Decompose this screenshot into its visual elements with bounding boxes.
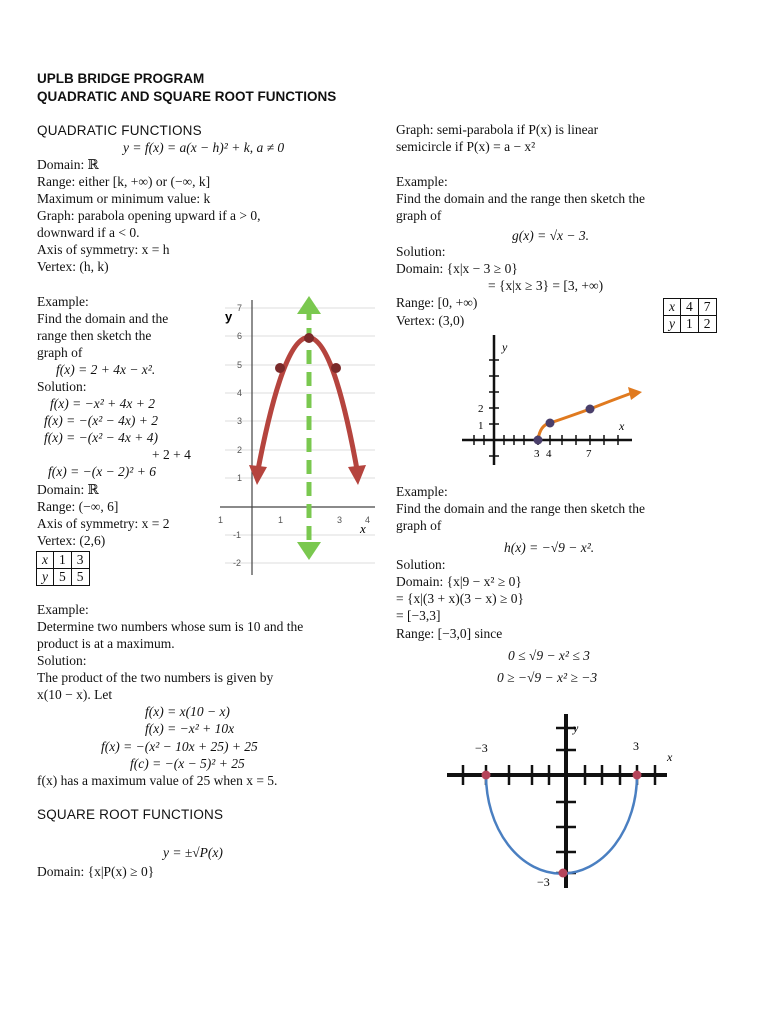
arrow-right-icon	[628, 387, 642, 400]
ex2-eq-3: f(x) = −(x² − 10x + 25) + 25	[101, 739, 258, 754]
ex4-solution-label: Solution:	[396, 557, 446, 572]
table-cell: 5	[54, 569, 72, 586]
sqrt-formula: y = ±√P(x)	[163, 845, 223, 860]
x-tick-label-neg3: −3	[475, 741, 488, 755]
quadratic-maxmin: Maximum or minimum value: k	[37, 191, 211, 206]
header-line-1: UPLB BRIDGE PROGRAM	[37, 71, 205, 86]
point-neg3-0	[482, 771, 491, 780]
x-axis-label: x	[619, 419, 625, 433]
ex1-range: Range: (−∞, 6]	[37, 499, 119, 514]
ex3-domain-2: = {x|x ≥ 3} = [3, +∞)	[488, 278, 604, 293]
ex1-function: f(x) = 2 + 4x − x².	[56, 362, 156, 377]
ex1-step-5: f(x) = −(x − 2)² + 6	[48, 464, 156, 479]
quadratic-graph-line2: downward if a < 0.	[37, 225, 140, 240]
ex4-question-2: graph of	[396, 518, 442, 533]
ex1-step-1: f(x) = −x² + 4x + 2	[50, 396, 155, 411]
ex1-axis: Axis of symmetry: x = 2	[37, 516, 170, 531]
y-tick-label: 7	[237, 303, 243, 313]
quadratic-axis: Axis of symmetry: x = h	[37, 242, 170, 257]
ex2-eq-2: f(x) = −x² + 10x	[145, 721, 235, 736]
x-axis-label: x	[667, 750, 673, 764]
sqrt-graph-line1: Graph: semi-parabola if P(x) is linear	[396, 122, 599, 137]
table-cell: 1	[54, 552, 72, 569]
ex3-value-table	[663, 298, 717, 333]
y-tick-label: 1	[478, 420, 484, 432]
y-tick-label: 1	[237, 473, 243, 483]
ex3-solution-label: Solution:	[396, 244, 446, 259]
ex2-conclusion: f(x) has a maximum value of 25 when x = 5.	[37, 773, 278, 788]
ex2-question-1: Determine two numbers whose sum is 10 and the	[37, 619, 304, 634]
x-tick-label-3: 3	[633, 739, 639, 753]
semicircle-curve	[486, 775, 637, 874]
x-tick-label: 3	[337, 515, 343, 525]
x-tick-label: 1	[278, 515, 284, 525]
table-cell: 1	[681, 316, 699, 333]
ex4-domain-1: Domain: {x|9 − x² ≥ 0}	[396, 574, 522, 589]
table-cell: 4	[681, 299, 699, 316]
y-tick-label: -1	[233, 530, 242, 540]
ex4-question-1: Find the domain and the range then sketch the	[396, 501, 645, 516]
ex3-vertex: Vertex: (3,0)	[396, 313, 465, 328]
ex3-domain-1: Domain: {x|x − 3 ≥ 0}	[396, 261, 518, 276]
table-head-y: y	[664, 316, 681, 333]
y-axis-label: y	[502, 340, 508, 354]
point-3-0	[534, 436, 543, 445]
table-cell: 7	[698, 299, 716, 316]
ex1-domain: Domain: ℝ	[37, 482, 99, 497]
point-0-neg3	[559, 869, 568, 878]
ex3-function: g(x) = √x − 3.	[512, 228, 589, 243]
ex4-inequality-1: 0 ≤ √9 − x² ≤ 3	[508, 648, 590, 663]
point-3-5	[331, 363, 341, 373]
point-1-5	[275, 363, 285, 373]
semicircle-graph	[445, 710, 685, 890]
y-tick-label: 4	[237, 388, 243, 398]
vertex-point	[304, 333, 314, 343]
quadratic-vertex: Vertex: (h, k)	[37, 259, 109, 274]
y-tick-label: 6	[237, 331, 243, 341]
ex1-step-3: f(x) = −(x² − 4x + 4)	[44, 430, 158, 445]
ex2-eq-1: f(x) = x(10 − x)	[145, 704, 230, 719]
point-4-1	[546, 419, 555, 428]
ex1-step-2: f(x) = −(x² − 4x) + 2	[44, 413, 158, 428]
x-tick-label: 7	[586, 448, 592, 460]
ex1-value-table	[36, 551, 90, 586]
semi-parabola-curve	[538, 393, 632, 440]
ex1-question-2: range then sketch the	[37, 328, 152, 343]
x-tick-label: 4	[365, 515, 371, 525]
x-axis-label: x	[360, 521, 366, 536]
ex4-function: h(x) = −√9 − x².	[504, 540, 595, 555]
ex1-label: Example:	[37, 294, 89, 309]
quadratic-range: Range: either [k, +∞) or (−∞, k]	[37, 174, 211, 189]
ex1-solution-label: Solution:	[37, 379, 87, 394]
ex3-question-1: Find the domain and the range then sketch the	[396, 191, 645, 206]
quadratic-domain: Domain: ℝ	[37, 157, 99, 172]
table-head-x: x	[664, 299, 681, 316]
y-tick-label: 5	[237, 360, 243, 370]
y-tick-label: 3	[237, 416, 243, 426]
y-tick-label: -2	[233, 558, 242, 568]
table-head-x: x	[37, 552, 54, 569]
point-3-0	[633, 771, 642, 780]
parabola-graph	[215, 290, 385, 580]
point-7-2	[586, 405, 595, 414]
ex3-range: Range: [0, +∞)	[396, 295, 478, 310]
ex1-question-1: Find the domain and the	[37, 311, 169, 326]
ex1-question-3: graph of	[37, 345, 83, 360]
quadratic-title: QUADRATIC FUNCTIONS	[37, 123, 202, 138]
y-tick-label: 2	[478, 403, 484, 415]
ex2-solution-label: Solution:	[37, 653, 87, 668]
table-cell: 5	[71, 569, 89, 586]
y-axis-label: y	[573, 721, 579, 735]
quadratic-graph-line1: Graph: parabola opening upward if a > 0,	[37, 208, 261, 223]
ex4-inequality-2: 0 ≥ −√9 − x² ≥ −3	[497, 670, 598, 685]
x-tick-label: 4	[546, 448, 552, 460]
ex4-domain-2: = {x|(3 + x)(3 − x) ≥ 0}	[396, 591, 525, 606]
ex2-eq-4: f(c) = −(x − 5)² + 25	[130, 756, 245, 771]
ex2-question-2: product is at a maximum.	[37, 636, 175, 651]
table-cell: 3	[71, 552, 89, 569]
table-head-y: y	[37, 569, 54, 586]
x-tick-label: 1	[218, 515, 224, 525]
header-line-2: QUADRATIC AND SQUARE ROOT FUNCTIONS	[37, 89, 337, 104]
y-axis-label: y	[225, 309, 233, 324]
y-tick-label: 2	[237, 445, 243, 455]
sqrt-domain: Domain: {x|P(x) ≥ 0}	[37, 864, 155, 879]
quadratic-formula: y = f(x) = a(x − h)² + k, a ≠ 0	[123, 140, 285, 155]
ex4-range: Range: [−3,0] since	[396, 626, 503, 641]
sqrt-title: SQUARE ROOT FUNCTIONS	[37, 807, 224, 822]
table-cell: 2	[698, 316, 716, 333]
ex4-domain-3: = [−3,3]	[396, 608, 441, 623]
semi-parabola-graph	[460, 330, 640, 470]
ex2-text-1: The product of the two numbers is given by	[37, 670, 274, 685]
ex2-label: Example:	[37, 602, 89, 617]
sqrt-graph-line2: semicircle if P(x) = a − x²	[396, 139, 536, 154]
ex2-text-2: x(10 − x). Let	[37, 687, 113, 702]
ex4-label: Example:	[396, 484, 448, 499]
ex3-question-2: graph of	[396, 208, 442, 223]
ex1-vertex: Vertex: (2,6)	[37, 533, 106, 548]
arrow-up-icon	[297, 296, 321, 314]
x-tick-label: 3	[534, 448, 540, 460]
y-tick-label-neg3: −3	[537, 875, 550, 889]
ex3-label: Example:	[396, 174, 448, 189]
arrow-down-icon	[297, 542, 321, 560]
arrow-down-right-icon	[348, 465, 366, 485]
ex1-step-4: + 2 + 4	[152, 447, 191, 462]
